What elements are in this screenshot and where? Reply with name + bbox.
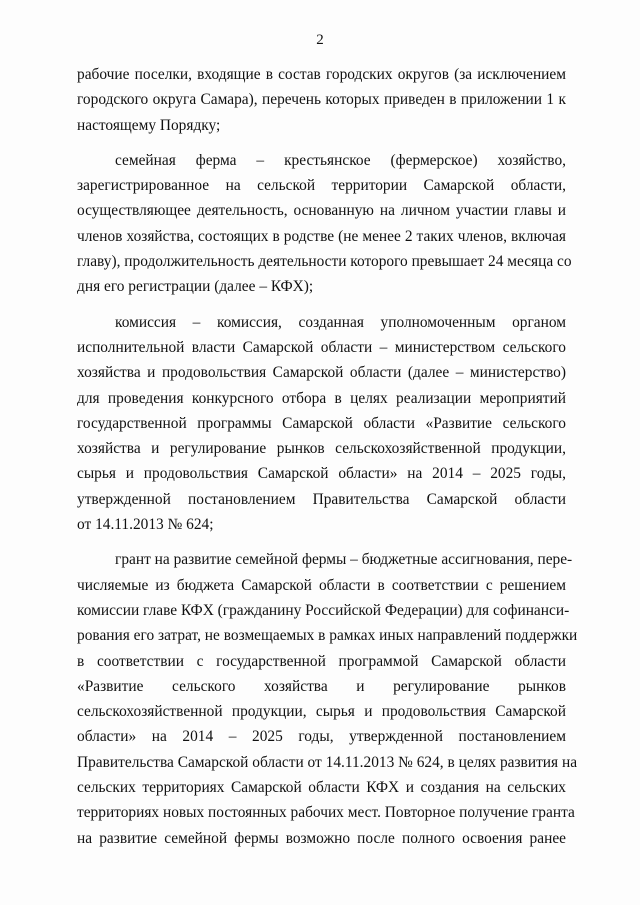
text-line: сельских территориях Самарской области КФХ и создания на сельских <box>77 779 566 797</box>
text-line: для проведения конкурсного отбора в целях реализации мероприятий <box>77 389 566 407</box>
text-line: сельскохозяйственной продукции, сырья и продовольствия Самарской <box>77 703 566 721</box>
text-line: исполнительной власти Самарской области – министерством сельского <box>77 338 566 356</box>
text-line: государственной программы Самарской области «Развитие сельского <box>77 414 566 432</box>
text-line: рабочие поселки, входящие в состав городских округов (за исключением <box>77 66 566 83</box>
paragraph-grant <box>77 547 578 851</box>
text-line: территориях новых постоянных рабочих мест. Повторное получение гранта <box>77 804 575 822</box>
text-line: семейная ферма – крестьянское (фермерское) хозяйство, <box>115 151 566 169</box>
text-line: утвержденной постановлением Правительства Самарской области <box>77 490 566 508</box>
page-number: 2 <box>316 32 324 48</box>
document-body <box>77 62 578 851</box>
text-line: городского округа Самара), перечень которых приведен в приложении 1 к <box>77 91 566 109</box>
text-line: хозяйства и регулирование рынков сельскохозяйственной продукции, <box>77 440 566 458</box>
text-line: области» на 2014 – 2025 годы, утвержденной постановлением <box>77 728 566 746</box>
text-line: дня его регистрации (далее – КФХ); <box>77 278 314 296</box>
text-line: комиссии главе КФХ (гражданину Российской Федерации) для софинанси- <box>77 601 570 619</box>
text-line: Правительства Самарской области от 14.11.2013 № 624, в целях развития на <box>77 753 578 771</box>
text-line: «Развитие сельского хозяйства и регулирование рынков <box>77 677 566 695</box>
text-line: рования его затрат, не возмещаемых в рамках иных направлений поддержки <box>77 627 578 645</box>
text-line: грант на развитие семейной фермы – бюджетные ассигнования, пере- <box>115 551 573 569</box>
text-line: сырья и продовольствия Самарской области» на 2014 – 2025 годы, <box>77 465 566 483</box>
text-line: числяемые из бюджета Самарской области в соответствии с решением <box>77 576 566 594</box>
text-line: на развитие семейной фермы возможно после полного освоения ранее <box>77 829 566 847</box>
text-line: осуществляющее деятельность, основанную на личном участии главы и <box>77 202 566 220</box>
text-line: от 14.11.2013 № 624; <box>77 516 214 534</box>
paragraph-commission <box>77 310 566 538</box>
text-line: комиссия – комиссия, созданная уполномоченным органом <box>115 313 566 331</box>
text-line: хозяйства и продовольствия Самарской области (далее – министерство) <box>77 364 566 382</box>
text-line: в соответствии с государственной программой Самарской области <box>77 652 566 670</box>
text-line: главу), продолжительность деятельности которого превышает 24 месяца со <box>77 253 572 271</box>
paragraph-family-farm <box>77 148 572 300</box>
text-line: членов хозяйства, состоящих в родстве (не менее 2 таких членов, включая <box>77 227 566 245</box>
paragraph-working-settlements <box>77 62 566 138</box>
text-line: настоящему Порядку; <box>77 116 221 134</box>
text-line: зарегистрированное на сельской территории Самарской области, <box>77 177 566 195</box>
